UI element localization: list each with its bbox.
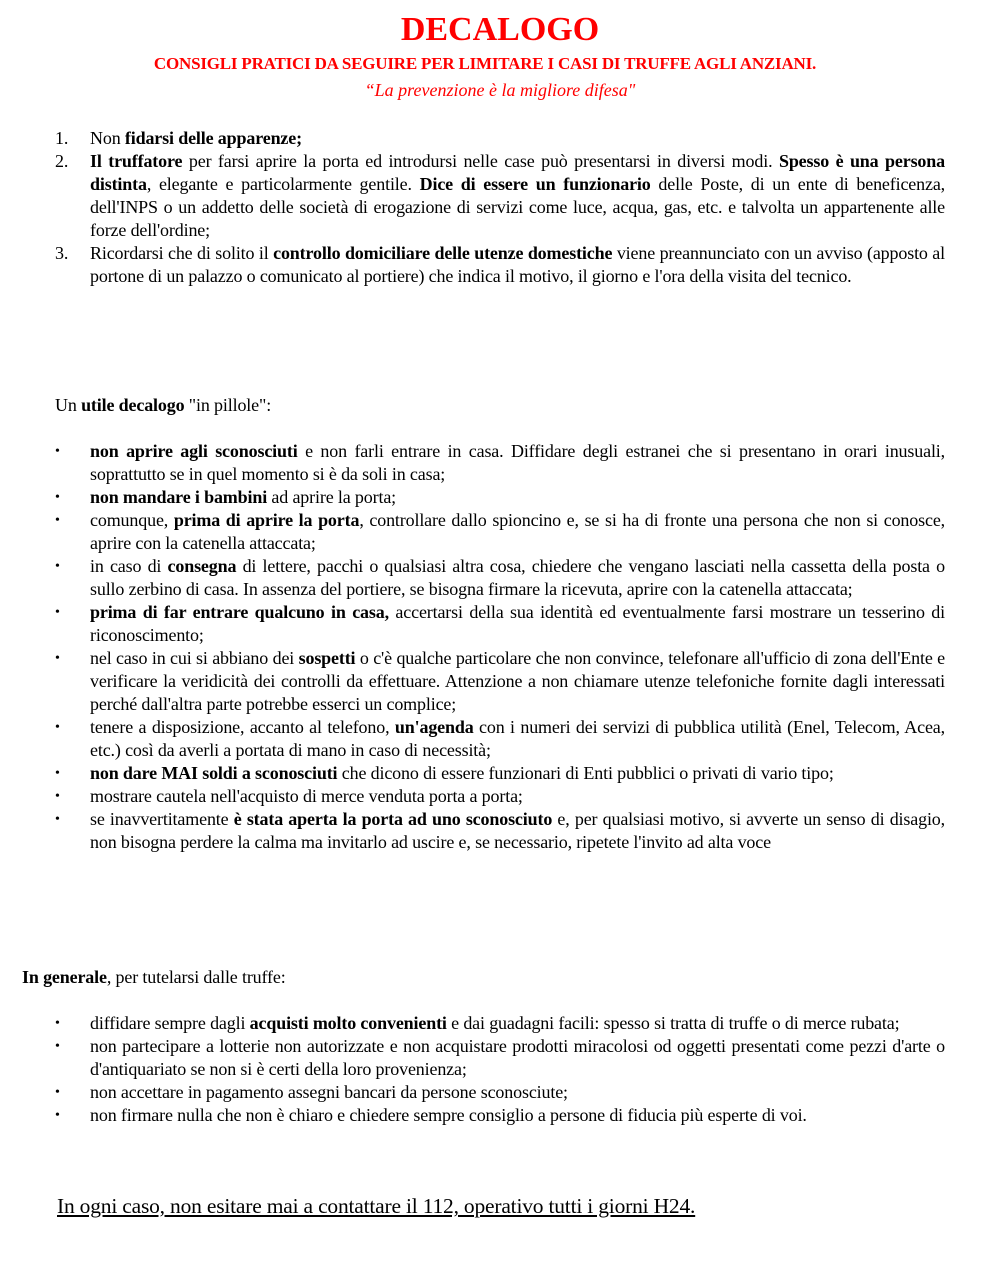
text: e non farli entrare in casa. Diffidare degli estranei che si presentano in orari inusuali, soprattutto se in quel momento si è da soli in casa;: [90, 441, 946, 484]
text: ad aprire la porta;: [267, 487, 397, 507]
bold-text: non aprire agli sconosciuti: [90, 441, 298, 461]
list-item-text: [90, 647, 945, 716]
list-item: [55, 242, 945, 288]
bullet-icon: •: [55, 559, 60, 574]
list-item: [55, 716, 945, 762]
text: e, per qualsiasi motivo, si avverte un senso di disagio, non bisogna perdere la calma ma invitarlo ad uscire e, se necessario, ripetete l'invito ad alta voce: [90, 809, 945, 852]
list-item: [55, 1104, 945, 1127]
list-item-text: [90, 808, 945, 854]
list-item: [55, 1035, 945, 1081]
text: e dai guadagni facili: spesso si tratta di truffe o di merce rubata;: [446, 1013, 900, 1033]
general-list: [55, 1012, 945, 1127]
text: , per tutelarsi dalle truffe:: [106, 967, 286, 987]
bold-text: è stata aperta la porta ad uno sconosciuto: [233, 809, 553, 829]
text: viene preannunciato con un avviso (apposto al portone di un palazzo o comunicato al portiere) che indica il motivo, il giorno e l'ora della visita del tecnico.: [90, 243, 945, 286]
numbered-list: [55, 127, 945, 288]
list-item: [55, 150, 945, 242]
list-item: [55, 1081, 945, 1104]
list-item-text: [90, 242, 945, 288]
list-item: [55, 762, 945, 785]
list-item: [55, 486, 945, 509]
text: non partecipare a lotterie non autorizzate e non acquistare prodotti miracolosi od oggetti presentati come pezzi d'arte o d'antiquariato se non si è certi della loro provenienza;: [90, 1036, 945, 1079]
list-item: [55, 1012, 945, 1035]
bullet-icon: •: [55, 1016, 60, 1031]
list-item-text: [90, 127, 945, 150]
bullet-icon: •: [55, 651, 60, 666]
list-item-text: [90, 1104, 945, 1127]
bold-text: In generale: [22, 967, 107, 987]
bold-text: acquisti molto convenienti: [249, 1013, 447, 1033]
list-item: [55, 647, 945, 716]
text: diffidare sempre dagli: [90, 1013, 250, 1033]
bold-text: non mandare i bambini: [90, 487, 268, 507]
bullet-icon: •: [55, 513, 60, 528]
bullet-icon: •: [55, 1108, 60, 1123]
bullet-icon: •: [55, 789, 60, 804]
text: accertarsi della sua identità ed eventualmente farsi mostrare un tesserino di riconoscimento;: [90, 602, 945, 645]
page-subtitle: CONSIGLI PRATICI DA SEGUIRE PER LIMITARE I CASI DI TRUFFE AGLI ANZIANI.: [153, 54, 817, 73]
page-motto: “La prevenzione è la migliore difesa": [364, 80, 636, 100]
page-title: DECALOGO: [400, 11, 600, 48]
list-item-text: [90, 150, 945, 242]
text: , controllare dallo spioncino e, se si ha di fronte una persona che non si conosce, aprire con la catenella attaccata;: [90, 510, 946, 553]
bold-text: fidarsi delle apparenze;: [124, 128, 302, 148]
list-item-text: [90, 1012, 945, 1035]
text: che dicono di essere funzionari di Enti pubblici o privati di vario tipo;: [337, 763, 834, 783]
text: non accettare in pagamento assegni bancari da persone sconosciute;: [90, 1082, 568, 1102]
list-item-text: [90, 785, 945, 808]
text: "in pillole":: [184, 395, 272, 415]
bold-text: controllo domiciliare delle utenze domestiche: [273, 243, 613, 263]
list-item: [55, 509, 945, 555]
bold-text: sospetti: [298, 648, 356, 668]
text: delle Poste, di un ente di beneficenza, dell'INPS o un addetto delle società di erogazione di servizi come luce, acqua, gas, etc. e talvolta un appartenente alle forze dell'ordine;: [90, 174, 946, 240]
bullet-icon: •: [55, 812, 60, 827]
list-item-text: [90, 486, 945, 509]
text: Non: [90, 128, 125, 148]
text: Ricordarsi che di solito il: [90, 243, 274, 263]
text: o c'è qualche particolare che non convince, telefonare all'ufficio di zona dell'Ente e verificare la veridicità dei controlli da effettuare. Attenzione a non chiamare utenze telefoniche fornite dagli interessati perché dall'altra parte potrebbe esserci un complice;: [90, 648, 945, 714]
text: per farsi aprire la porta ed introdursi nelle case può presentarsi in diversi modi.: [182, 151, 779, 171]
text: , elegante e particolarmente gentile.: [146, 174, 420, 194]
bullet-icon: •: [55, 720, 60, 735]
bold-text: consegna: [167, 556, 237, 576]
list-number: 2.: [55, 151, 69, 171]
list-item: [55, 785, 945, 808]
list-item-text: [90, 716, 945, 762]
bullet-icon: •: [55, 1085, 60, 1100]
text: mostrare cautela nell'acquisto di merce venduta porta a porta;: [90, 786, 523, 806]
list-item: [55, 127, 945, 150]
text: se inavvertitamente: [90, 809, 234, 829]
text: Un: [55, 395, 82, 415]
text: tenere a disposizione, accanto al telefono,: [90, 717, 395, 737]
bullet-icon: •: [55, 605, 60, 620]
general-intro: [22, 966, 922, 989]
bold-text: Dice di essere un funzionario: [419, 174, 651, 194]
list-item-text: [90, 1081, 945, 1104]
bold-text: Spesso è una persona distinta: [90, 151, 945, 194]
list-item-text: [90, 601, 945, 647]
bold-text: prima di far entrare qualcuno in casa,: [90, 602, 389, 622]
bold-text: Il truffatore: [90, 151, 183, 171]
list-item: [55, 808, 945, 854]
list-item-text: [90, 1035, 945, 1081]
text: comunque,: [90, 510, 174, 530]
list-item-text: [90, 509, 945, 555]
list-item-text: [90, 440, 945, 486]
bullet-icon: •: [55, 444, 60, 459]
bold-text: un'agenda: [394, 717, 474, 737]
bullet-icon: •: [55, 766, 60, 781]
text: nel caso in cui si abbiano dei: [90, 648, 299, 668]
pills-intro: [55, 394, 945, 417]
list-item-text: [90, 555, 945, 601]
bold-text: prima di aprire la porta: [173, 510, 360, 530]
footer-emergency-note: In ogni caso, non esitare mai a contattare il 112, operativo tutti i giorni H24.: [57, 1194, 696, 1218]
bullet-icon: •: [55, 490, 60, 505]
bold-text: non dare MAI soldi a sconosciuti: [90, 763, 338, 783]
text: in caso di: [90, 556, 168, 576]
pills-list: [55, 440, 945, 854]
list-item: [55, 601, 945, 647]
bold-text: utile decalogo: [81, 395, 185, 415]
list-number: 3.: [55, 243, 69, 263]
text: con i numeri dei servizi di pubblica utilità (Enel, Telecom, Acea, etc.) così da averli a portata di mano in caso di necessità;: [90, 717, 945, 760]
list-item: [55, 440, 945, 486]
list-item-text: [90, 762, 945, 785]
bullet-icon: •: [55, 1039, 60, 1054]
text: non firmare nulla che non è chiaro e chiedere sempre consiglio a persone di fiducia più esperte di voi.: [90, 1105, 807, 1125]
list-number: 1.: [55, 128, 69, 148]
text: di lettere, pacchi o qualsiasi altra cosa, chiedere che vengano lasciati nella cassetta della posta o sullo zerbino di casa. In assenza del portiere, se bisogna firmare la ricevuta, aprire con la catenella attaccata;: [90, 556, 945, 599]
list-item: [55, 555, 945, 601]
